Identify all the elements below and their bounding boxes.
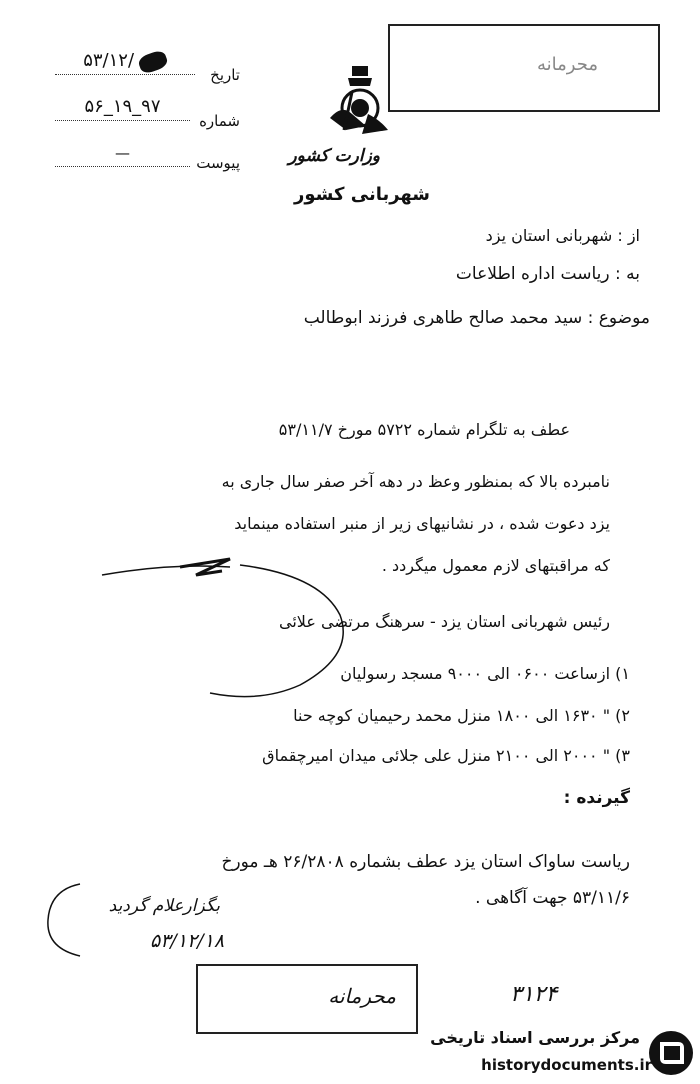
handwritten-note: بگزارعلام گردید [108,896,220,916]
ministry-title: وزارت کشور [288,146,380,166]
list-item-3: ۳) " ۲۰۰۰ الی ۲۱۰۰ منزل علی جلائی میدان امیرچقماق [262,746,630,765]
recipients-line-2: ۵۳/۱۱/۶ جهت آگاهی . [475,888,630,908]
date-value-text: ۵۳/۱۲/ [83,50,135,71]
watermark-org-name: مرکز بررسی اسناد تاریخی [430,1028,640,1047]
signature-line: رئیس شهربانی استان یزد - سرهنگ مرتضی علائی [279,612,610,631]
top-confidential-stamp [388,24,660,112]
bottom-confidential-stamp [196,964,418,1034]
list-item-2: ۲) " ۱۶۳۰ الی ۱۸۰۰ منزل محمد رحیمیان کوچه حنا [293,706,630,725]
top-stamp-text: محرمانه [537,54,598,75]
watermark [418,1022,700,1084]
to-line: به : ریاست اداره اطلاعات [455,264,640,284]
number-value: ۵۶_۱۹_۹۷ [55,96,190,121]
lion-and-sun-emblem [322,64,398,140]
list-item-1: ۱) ازساعت ۰۶۰۰ الی ۹۰۰۰ مسجد رسولیان [340,664,630,683]
attachment-label: پیوست [196,154,240,172]
attachment-value: — [55,144,190,167]
handwritten-number: ۳۱۲۴ [510,982,558,1007]
body-line-3: که مراقبتهای لازم معمول میگردد . [381,556,610,575]
recipients-line-1: ریاست ساواک استان یزد عطف بشماره ۲۶/۲۸۰۸ هـ مورخ [221,852,630,872]
from-line: از : شهربانی استان یزد [485,226,640,245]
ink-blot [137,48,169,74]
watermark-url: historydocuments.ir [481,1056,652,1074]
body-line-1: نامبرده بالا که بمنظور وعظ در دهه آخر صفر سال جاری به [221,472,610,491]
body-line-2: یزد دعوت شده ، در نشانیهای زیر از منبر استفاده مینماید [234,514,610,533]
archive-logo-icon [646,1028,696,1078]
handwritten-bracket [40,880,100,960]
recipients-label: گیرنده : [563,788,630,808]
number-label: شماره [199,112,240,130]
subject-line: موضوع : سید محمد صالح طاهری فرزند ابوطالب [303,308,650,328]
reference-line: عطف به تلگرام شماره ۵۷۲۲ مورخ ۵۳/۱۱/۷ [278,420,570,439]
handwritten-date: ۵۳/۱۲/۱۸ [150,930,225,952]
date-value [55,50,195,75]
bottom-stamp-text: محرمانه [328,984,396,1008]
department-title: شهربانی کشور [294,184,430,205]
date-label: تاریخ [210,66,240,84]
